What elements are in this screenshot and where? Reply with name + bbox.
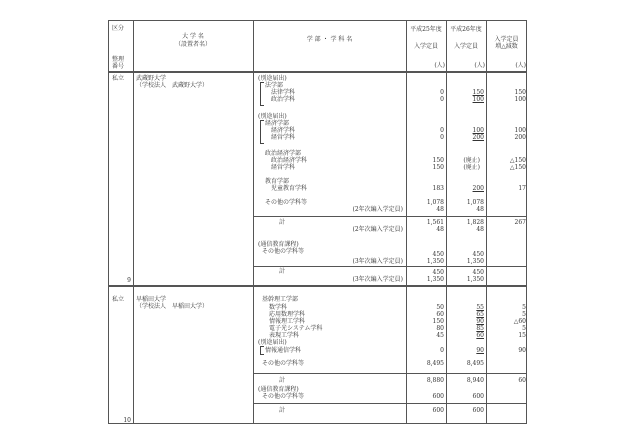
h25-value: 60	[436, 311, 444, 318]
dept-label: 法律学科	[271, 89, 296, 96]
total-label: 計	[279, 268, 286, 275]
block-divider	[109, 285, 526, 287]
h25-value: 0	[440, 89, 444, 96]
diff-value: △150	[509, 164, 526, 171]
h26-value: 65	[476, 311, 484, 318]
h26-value: 90	[476, 347, 484, 354]
h25-value: 600	[432, 393, 444, 400]
h26-value: 100	[472, 127, 484, 134]
header-h26-year: 平成26年度	[450, 26, 482, 33]
diff-value: 90	[518, 347, 526, 354]
dept-label: 政治経済学部	[265, 150, 302, 157]
total-label: 計	[279, 377, 286, 384]
dept-label: 経営学科	[271, 164, 296, 171]
founder-2: （学校法人 早稲田大学）	[136, 303, 209, 310]
dept-label: 情報通信学科	[265, 347, 302, 354]
header-diff-1: 入学定員	[494, 36, 519, 43]
diff-value: 5	[522, 304, 526, 311]
seiri-number-2: 10	[123, 417, 131, 424]
dept-label: (3年次編入学定員)	[352, 258, 403, 265]
dept-label: (2年次編入学定員)	[352, 206, 403, 213]
dept-label: その他の学科等	[262, 393, 305, 400]
h25-value: 0	[440, 134, 444, 141]
diff-value: 5	[522, 311, 526, 318]
dept-label: 経済学科	[271, 127, 296, 134]
dept-label: (通信教育課程)	[258, 386, 299, 393]
h25-value: 450	[432, 269, 444, 276]
bracket	[260, 346, 264, 355]
dept-label: (別途届出)	[258, 339, 287, 346]
h26-value: 8,495	[466, 360, 484, 367]
h25-value: 150	[432, 164, 444, 171]
h25-value: 600	[432, 407, 444, 414]
header-h26-unit: (人)	[474, 62, 485, 69]
dept-label: 基幹理工学部	[262, 296, 299, 303]
dept-label: その他の学科等	[262, 360, 305, 367]
h26-value: 1,350	[466, 258, 484, 265]
h25-value: 48	[436, 206, 444, 213]
h26-value: 60	[476, 332, 484, 339]
dept-label: その他の学科等	[265, 199, 308, 206]
header-seiri-2: 番号	[112, 63, 125, 70]
h25-value: 1,078	[426, 199, 444, 206]
h25-value: 50	[436, 304, 444, 311]
h26-value: 450	[472, 269, 484, 276]
diff-value: 5	[522, 325, 526, 332]
h25-value: 0	[440, 347, 444, 354]
header-h26-label: 入学定員	[453, 43, 478, 50]
dept-label: 電子光システム学科	[269, 325, 323, 332]
diff-value: 267	[514, 219, 526, 226]
header-diff-unit: (人)	[515, 62, 526, 69]
header-h25-unit: (人)	[434, 62, 445, 69]
row-divider	[253, 373, 526, 374]
dept-label: 法学部	[265, 82, 284, 89]
dept-label: (別途届出)	[258, 75, 287, 82]
h25-value: 1,561	[426, 219, 444, 226]
h25-value: 150	[432, 318, 444, 325]
dept-label: (3年次編入学定員)	[352, 276, 403, 283]
dept-label: (2年次編入学定員)	[352, 226, 403, 233]
univ-name-2: 早稲田大学	[136, 296, 167, 303]
diff-value: 100	[514, 127, 526, 134]
diff-value: 100	[514, 96, 526, 103]
h26-value: 1,078	[466, 199, 484, 206]
header-dept: 学 部 ・ 学 科 名	[306, 36, 353, 43]
h25-value: 1,350	[426, 258, 444, 265]
header-kubun: 区分	[112, 25, 125, 32]
h26-value: 200	[472, 185, 484, 192]
h25-value: 0	[440, 127, 444, 134]
diff-value: 15	[518, 332, 526, 339]
h26-value: 55	[476, 304, 484, 311]
kubun-1: 私立	[112, 75, 125, 82]
diff-value: 200	[514, 134, 526, 141]
diff-value: 60	[518, 377, 526, 384]
seiri-number-1: 9	[127, 277, 131, 284]
dept-label: 政治学科	[271, 96, 296, 103]
diff-value: △60	[513, 318, 526, 325]
row-divider	[253, 216, 526, 217]
header-h25-label: 入学定員	[413, 43, 438, 50]
h25-value: 48	[436, 226, 444, 233]
dept-label: 経済学部	[265, 120, 290, 127]
h26-value: (廃止)	[463, 164, 480, 171]
total-label: 計	[279, 219, 286, 226]
h26-value: 85	[476, 325, 484, 332]
bracket	[260, 120, 264, 144]
diff-value: 17	[518, 185, 526, 192]
dept-label: (別途届出)	[258, 113, 287, 120]
h25-value: 150	[432, 157, 444, 164]
row-divider	[253, 403, 526, 404]
dept-label: 表現工学科	[269, 332, 300, 339]
h25-value: 1,350	[426, 276, 444, 283]
h26-value: 90	[476, 318, 484, 325]
bracket	[260, 82, 264, 106]
diff-value: 150	[514, 89, 526, 96]
h26-value: 200	[472, 134, 484, 141]
h25-value: 183	[432, 185, 444, 192]
h26-value: 150	[472, 89, 484, 96]
h25-value: 0	[440, 96, 444, 103]
dept-label: その他の学科等	[262, 248, 305, 255]
header-diff-2: 増△減数	[495, 43, 518, 50]
h26-value: 1,828	[466, 219, 484, 226]
header-divider	[109, 71, 526, 73]
header-seiri-1: 整理	[112, 56, 125, 63]
h26-value: 1,350	[466, 276, 484, 283]
dept-label: 教育学部	[265, 178, 290, 185]
h25-value: 8,880	[426, 377, 444, 384]
col-divider	[133, 21, 134, 423]
h25-value: 45	[436, 332, 444, 339]
kubun-2: 私立	[112, 296, 125, 303]
dept-label: 児童教育学科	[271, 185, 308, 192]
h26-value: (廃止)	[463, 157, 480, 164]
dept-label: (通信教育課程)	[258, 241, 299, 248]
h26-value: 100	[472, 96, 484, 103]
founder-1: （学校法人 武蔵野大学）	[136, 82, 209, 89]
h26-value: 48	[476, 206, 484, 213]
h26-value: 600	[472, 407, 484, 414]
row-divider	[253, 266, 526, 267]
h25-value: 450	[432, 251, 444, 258]
header-h25-year: 平成25年度	[410, 26, 442, 33]
enrollment-table	[108, 20, 527, 424]
dept-label: 経営学科	[271, 134, 296, 141]
h26-value: 8,940	[466, 377, 484, 384]
header-univ: 大 学 名	[182, 33, 204, 40]
h26-value: 450	[472, 251, 484, 258]
dept-label: 政治経済学科	[271, 157, 308, 164]
h25-value: 8,495	[426, 360, 444, 367]
total-label: 計	[279, 407, 286, 414]
dept-label: 応用数理学科	[269, 311, 306, 318]
h26-value: 600	[472, 393, 484, 400]
univ-name-1: 武蔵野大学	[136, 75, 167, 82]
h26-value: 48	[476, 226, 484, 233]
h25-value: 80	[436, 325, 444, 332]
diff-value: △150	[509, 157, 526, 164]
col-divider	[253, 21, 254, 423]
dept-label: 数学科	[269, 304, 288, 311]
dept-label: 情報理工学科	[269, 318, 306, 325]
header-univ-sub: （設置者名）	[174, 41, 211, 48]
